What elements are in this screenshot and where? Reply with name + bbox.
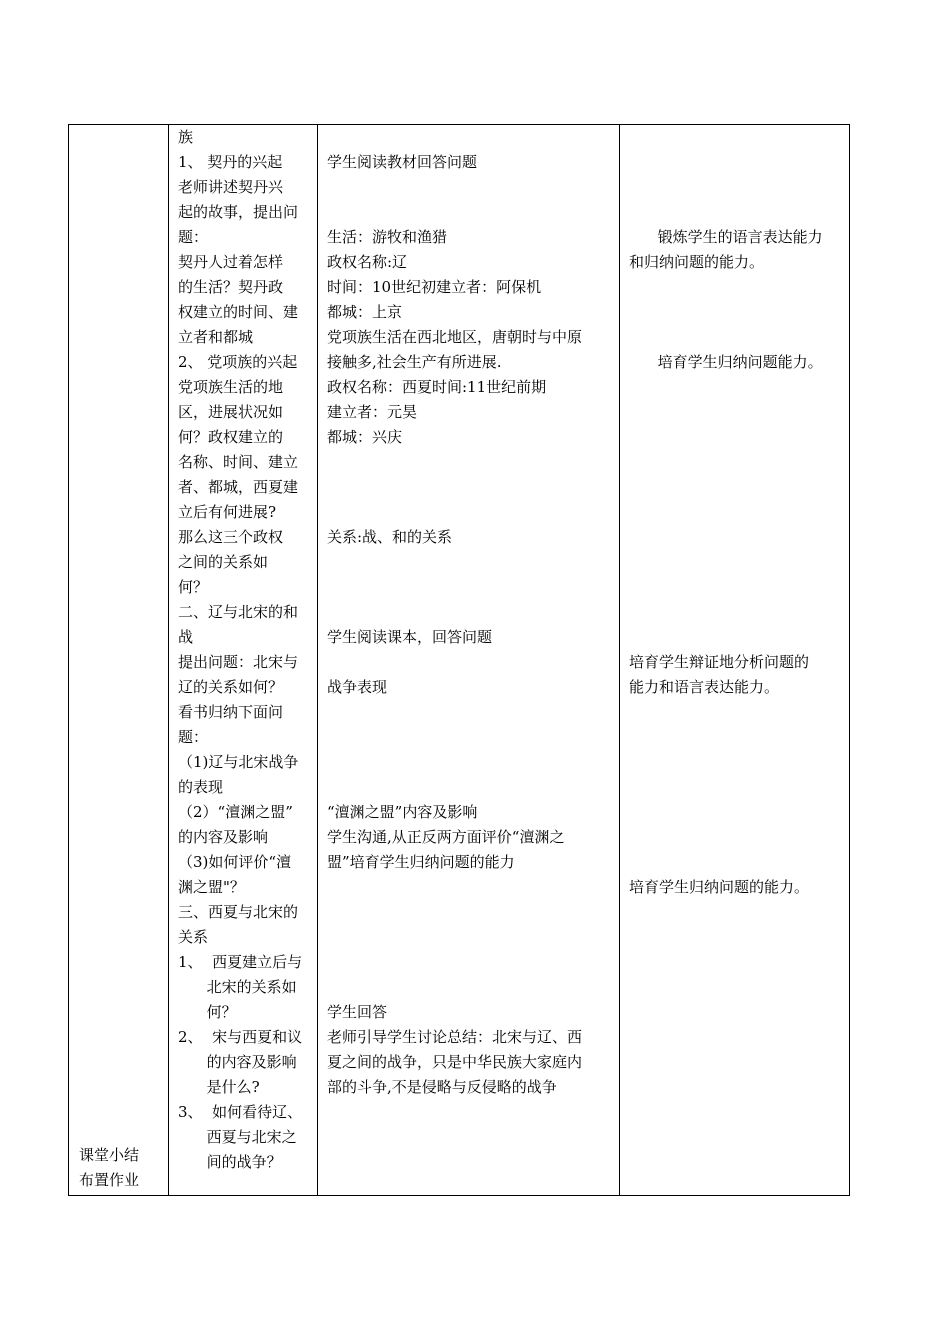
student-activity-column xyxy=(327,125,623,1100)
student-activity-line xyxy=(327,575,623,600)
section-label-line: 布置作业 xyxy=(79,1171,140,1189)
design-intent-line xyxy=(629,750,845,775)
teacher-activity-line: 1、 西夏建立后与 xyxy=(178,953,303,971)
student-activity-line: 建立者：元昊 xyxy=(327,403,418,421)
design-intent-column xyxy=(629,125,845,900)
teacher-activity-line: 何？ xyxy=(178,1003,237,1021)
design-intent-line xyxy=(629,500,845,525)
student-activity-line xyxy=(327,725,623,750)
design-intent-line xyxy=(629,625,845,650)
student-activity-line xyxy=(327,600,623,625)
teacher-activity-line: 党项族生活的地 xyxy=(178,378,284,396)
design-intent-line: 培育学生归纳问题能力。 xyxy=(629,353,823,371)
student-activity-line: 都城：兴庆 xyxy=(327,428,403,446)
design-intent-line xyxy=(629,800,845,825)
student-activity-line xyxy=(327,775,623,800)
student-activity-line xyxy=(327,875,623,900)
column-divider xyxy=(168,125,169,1195)
student-activity-line: 盟”培育学生归纳问题的能力 xyxy=(327,853,515,871)
teacher-activity-line: 的内容及影响 xyxy=(178,828,269,846)
student-activity-line: 生活：游牧和渔猎 xyxy=(327,228,448,246)
teacher-activity-line: 北宋的关系如 xyxy=(178,978,297,996)
teacher-activity-line: 立后有何进展? xyxy=(178,503,277,521)
student-activity-line xyxy=(327,750,623,775)
design-intent-line xyxy=(629,375,845,400)
teacher-activity-line: 二、辽与北宋的和 xyxy=(178,603,299,621)
design-intent-line xyxy=(629,725,845,750)
teacher-activity-line: 2、 宋与西夏和议 xyxy=(178,1028,303,1046)
student-activity-line xyxy=(327,500,623,525)
design-intent-line xyxy=(629,450,845,475)
student-activity-line: 都城：上京 xyxy=(327,303,403,321)
design-intent-line xyxy=(629,425,845,450)
column-divider xyxy=(317,125,318,1195)
student-activity-line xyxy=(327,925,623,950)
teacher-activity-line: 立者和都城 xyxy=(178,328,254,346)
design-intent-line xyxy=(629,850,845,875)
design-intent-line xyxy=(629,200,845,225)
teacher-activity-line: 题： xyxy=(178,728,209,746)
design-intent-line xyxy=(629,475,845,500)
student-activity-line: 学生阅读课本，回答问题 xyxy=(327,628,493,646)
student-activity-line: 政权名称:辽 xyxy=(327,253,408,271)
teacher-activity-line: 何？ xyxy=(178,578,209,596)
design-intent-line xyxy=(629,600,845,625)
teacher-activity-line: 2、 党项族的兴起 xyxy=(178,353,298,371)
teacher-activity-line: 名称、时间、建立 xyxy=(178,453,299,471)
design-intent-line xyxy=(629,275,845,300)
teacher-activity-line: 战 xyxy=(178,628,194,646)
section-label-column xyxy=(79,1143,159,1193)
teacher-activity-line: 关系 xyxy=(178,928,209,946)
teacher-activity-line: 1、 契丹的兴起 xyxy=(178,153,283,171)
student-activity-line: 政权名称：西夏时间:11世纪前期 xyxy=(327,378,547,396)
teacher-activity-line: 看书归纳下面问 xyxy=(178,703,284,721)
student-activity-line xyxy=(327,975,623,1000)
student-activity-line xyxy=(327,200,623,225)
design-intent-line xyxy=(629,525,845,550)
design-intent-line xyxy=(629,325,845,350)
design-intent-line xyxy=(629,700,845,725)
teacher-activity-line: 的生活？契丹政 xyxy=(178,278,284,296)
student-activity-line xyxy=(327,450,623,475)
teacher-activity-line: 那么这三个政权 xyxy=(178,528,284,546)
teacher-activity-line: （2）“澶渊之盟” xyxy=(178,803,293,821)
teacher-activity-line: 权建立的时间、建 xyxy=(178,303,299,321)
design-intent-line: 锻炼学生的语言表达能力 xyxy=(629,228,823,246)
student-activity-line: 学生回答 xyxy=(327,1003,388,1021)
student-activity-line xyxy=(327,175,623,200)
design-intent-line xyxy=(629,125,845,150)
student-activity-line: 关系:战、和的关系 xyxy=(327,528,453,546)
teacher-activity-line: 何？政权建立的 xyxy=(178,428,284,446)
teacher-activity-line: 间的战争？ xyxy=(178,1153,282,1171)
design-intent-line: 培育学生归纳问题的能力。 xyxy=(629,878,810,896)
student-activity-line xyxy=(327,550,623,575)
design-intent-line: 培育学生辩证地分析问题的 xyxy=(629,653,810,671)
teacher-activity-line: 提出问题：北宋与 xyxy=(178,653,299,671)
teacher-activity-line: （3)如何评价“澶 xyxy=(178,853,292,871)
design-intent-line xyxy=(629,400,845,425)
teacher-activity-column xyxy=(178,125,314,1175)
teacher-activity-line: 的内容及影响 xyxy=(178,1053,297,1071)
student-activity-line: 战争表现 xyxy=(327,678,388,696)
student-activity-line: 党项族生活在西北地区，唐朝时与中原 xyxy=(327,328,583,346)
design-intent-line xyxy=(629,300,845,325)
teacher-activity-line: （1)辽与北宋战争 xyxy=(178,753,299,771)
teacher-activity-line: 题： xyxy=(178,228,209,246)
teacher-activity-line: 老师讲述契丹兴 xyxy=(178,178,284,196)
student-activity-line: 老师引导学生讨论总结：北宋与辽、西 xyxy=(327,1028,583,1046)
design-intent-line xyxy=(629,825,845,850)
student-activity-line: 时间：10世纪初建立者：阿保机 xyxy=(327,278,542,296)
student-activity-line: 接触多,社会生产有所进展. xyxy=(327,353,502,371)
teacher-activity-line: 辽的关系如何？ xyxy=(178,678,284,696)
student-activity-line: 夏之间的战争，只是中华民族大家庭内 xyxy=(327,1053,583,1071)
teacher-activity-line: 起的故事，提出问 xyxy=(178,203,299,221)
teacher-activity-line: 三、西夏与北宋的 xyxy=(178,903,299,921)
teacher-activity-line: 渊之盟"？ xyxy=(178,878,245,896)
teacher-activity-line: 族 xyxy=(178,128,194,146)
design-intent-line xyxy=(629,575,845,600)
design-intent-line xyxy=(629,550,845,575)
teacher-activity-line: 之间的关系如 xyxy=(178,553,269,571)
student-activity-line xyxy=(327,650,623,675)
teacher-activity-line: 契丹人过着怎样 xyxy=(178,253,284,271)
teacher-activity-line: 的表现 xyxy=(178,778,224,796)
student-activity-line: “澶渊之盟”内容及影响 xyxy=(327,803,478,821)
lesson-plan-table xyxy=(68,124,850,1196)
student-activity-line xyxy=(327,475,623,500)
student-activity-line: 学生阅读教材回答问题 xyxy=(327,153,478,171)
design-intent-line xyxy=(629,150,845,175)
student-activity-line xyxy=(327,950,623,975)
design-intent-line xyxy=(629,775,845,800)
teacher-activity-line: 是什么? xyxy=(178,1078,260,1096)
teacher-activity-line: 3、 如何看待辽、 xyxy=(178,1103,303,1121)
teacher-activity-line: 者、都城，西夏建 xyxy=(178,478,299,496)
student-activity-line xyxy=(327,700,623,725)
design-intent-line: 能力和语言表达能力。 xyxy=(629,678,780,696)
design-intent-line xyxy=(629,175,845,200)
student-activity-line xyxy=(327,900,623,925)
teacher-activity-line: 西夏与北宋之 xyxy=(178,1128,297,1146)
student-activity-line xyxy=(327,125,623,150)
student-activity-line: 部的斗争,不是侵略与反侵略的战争 xyxy=(327,1078,557,1096)
teacher-activity-line: 区，进展状况如 xyxy=(178,403,284,421)
section-label-line: 课堂小结 xyxy=(79,1146,140,1164)
design-intent-line: 和归纳问题的能力。 xyxy=(629,253,765,271)
student-activity-line: 学生沟通,从正反两方面评价“澶渊之 xyxy=(327,828,565,846)
